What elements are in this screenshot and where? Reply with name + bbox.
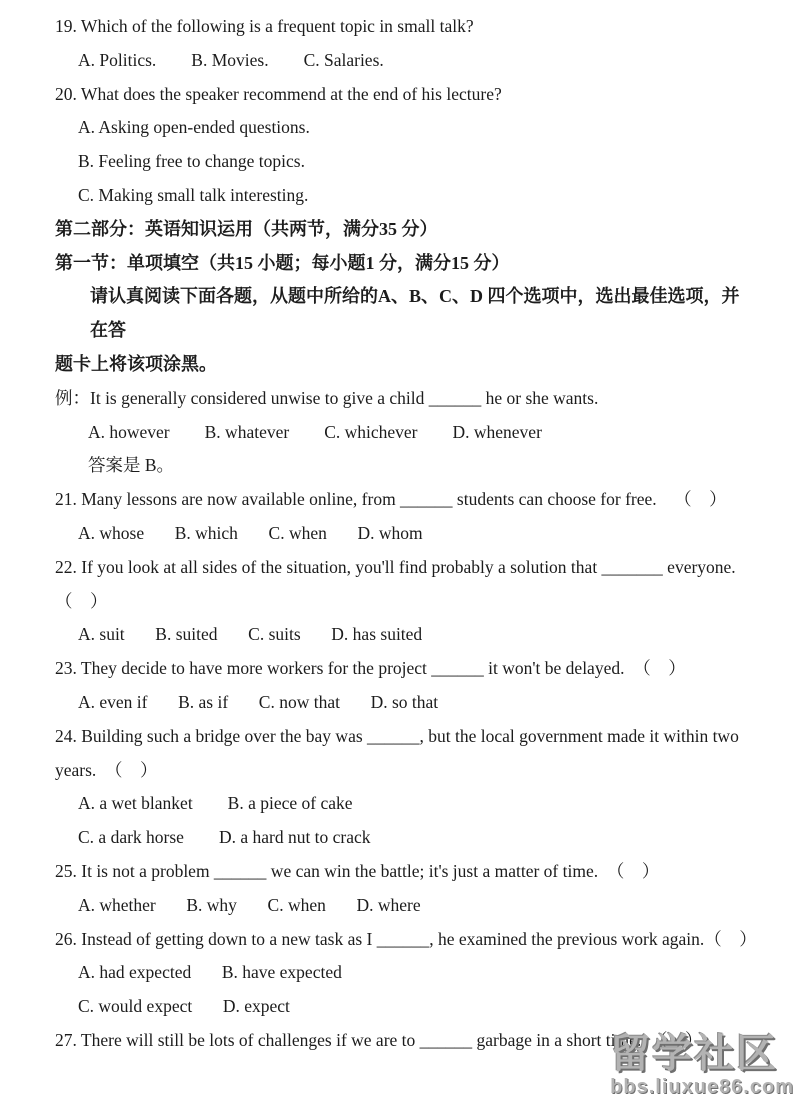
question-line: 20. What does the speaker recommend at the end of his lecture? — [55, 83, 502, 104]
question-line: 26. Instead of getting down to a new task as I ______, he examined the previous work again.（ ） — [55, 928, 757, 949]
options-line: A. even if B. as if C. now that D. so that — [78, 691, 439, 712]
options-line: A. however B. whatever C. whichever D. whenever — [88, 421, 542, 442]
section-heading: 第二部分：英语知识运用（共两节，满分35 分） — [55, 218, 438, 239]
options-line: C. a dark horse D. a hard nut to crack — [78, 827, 371, 848]
watermark-title: 留学社区 — [610, 1032, 779, 1076]
question-line: 24. Building such a bridge over the bay was ______, but the local government made it within two — [55, 725, 739, 746]
question-line: 22. If you look at all sides of the situation, you'll find probably a solution that _______ everyone. — [55, 556, 736, 577]
instructions-line: 请认真阅读下面各题，从题中所给的A、B、C、D 四个选项中，选出最佳选项，并在答 — [90, 286, 740, 341]
options-line: A. Asking open-ended questions. — [78, 117, 310, 138]
answer-line: 答案是 B。 — [88, 455, 175, 476]
continuation-line: years. （ ） — [55, 759, 158, 780]
options-line: A. suit B. suited C. suits D. has suited — [78, 624, 423, 645]
example-line: 例：It is generally considered unwise to give a child ______ he or she wants. — [55, 387, 599, 408]
options-line: C. would expect D. expect — [78, 996, 290, 1017]
section-heading: 第一节：单项填空（共15 小题；每小题1 分，满分15 分） — [55, 252, 510, 273]
options-line: B. Feeling free to change topics. — [78, 151, 305, 172]
options-line: A. had expected B. have expected — [78, 962, 342, 983]
options-line: A. Politics. B. Movies. C. Salaries. — [78, 49, 384, 70]
options-line: A. whose B. which C. when D. whom — [78, 522, 423, 543]
options-line: A. whether B. why C. when D. where — [78, 894, 421, 915]
options-line: C. Making small talk interesting. — [78, 184, 309, 205]
options-line: A. a wet blanket B. a piece of cake — [78, 793, 353, 814]
watermark — [610, 1032, 794, 1098]
watermark-url: bbs.liuxue86.com — [610, 1076, 794, 1098]
question-line: 21. Many lessons are now available online, from ______ students can choose for free. （ ） — [55, 489, 727, 510]
instructions-line: 题卡上将该项涂黑。 — [55, 353, 217, 374]
bracket-line: （ ） — [55, 590, 108, 611]
question-line: 25. It is not a problem ______ we can win the battle; it's just a matter of time. （ ） — [55, 860, 660, 881]
question-line: 19. Which of the following is a frequent topic in small talk? — [55, 16, 474, 36]
question-line: 23. They decide to have more workers for the project ______ it won't be delayed. （ ） — [55, 658, 686, 679]
question-line: 27. There will still be lots of challenges if we are to ______ garbage in a short time. （ ） — [55, 1029, 703, 1050]
